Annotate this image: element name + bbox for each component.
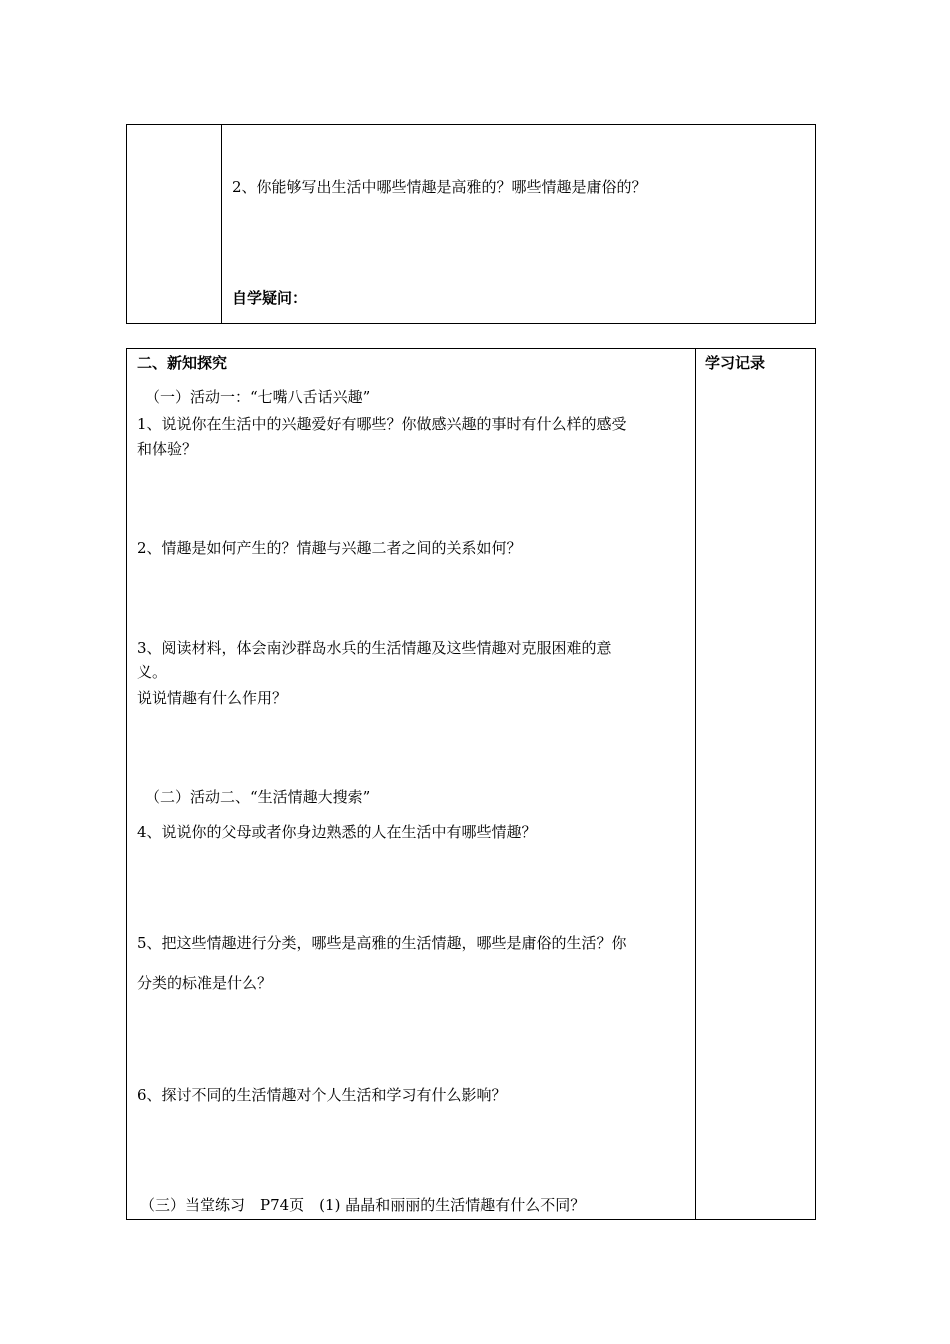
study-record-header: 学习记录 — [705, 354, 766, 372]
question-5-line-1: 5、把这些情趣进行分类，哪些是高雅的生活情趣，哪些是庸俗的生活？你 — [137, 934, 627, 952]
question-2: 2、情趣是如何产生的？情趣与兴趣二者之间的关系如何？ — [137, 539, 522, 557]
question-1-line-1: 1、说说你在生活中的兴趣爱好有哪些？你做感兴趣的事时有什么样的感受 — [137, 415, 627, 433]
question-5-line-2: 分类的标准是什么？ — [137, 974, 273, 992]
question-3-line-2: 义。 — [137, 663, 168, 681]
activity-2-title: （二）活动二、“生活情趣大搜索” — [145, 788, 371, 806]
explore-table-divider — [695, 348, 696, 1220]
top-table-divider — [221, 124, 222, 324]
question-3-line-3: 说说情趣有什么作用？ — [137, 689, 288, 707]
activity-1-title: （一）活动一：“七嘴八舌话兴趣” — [145, 388, 371, 406]
question-3-line-1: 3、阅读材料，体会南沙群岛水兵的生活情趣及这些情趣对克服困难的意 — [137, 639, 612, 657]
question-2-top: 2、你能够写出生活中哪些情趣是高雅的？哪些情趣是庸俗的？ — [232, 178, 647, 196]
question-1-line-2: 和体验？ — [137, 440, 198, 458]
question-4: 4、说说你的父母或者你身边熟悉的人在生活中有哪些情趣？ — [137, 823, 537, 841]
question-6: 6、探讨不同的生活情趣对个人生活和学习有什么影响？ — [137, 1086, 507, 1104]
top-table — [126, 124, 816, 324]
practice-line: （三）当堂练习 P74页 (1) 晶晶和丽丽的生活情趣有什么不同？ — [140, 1196, 586, 1214]
section-title: 二、新知探究 — [137, 354, 228, 372]
self-question-label: 自学疑问： — [232, 289, 308, 307]
